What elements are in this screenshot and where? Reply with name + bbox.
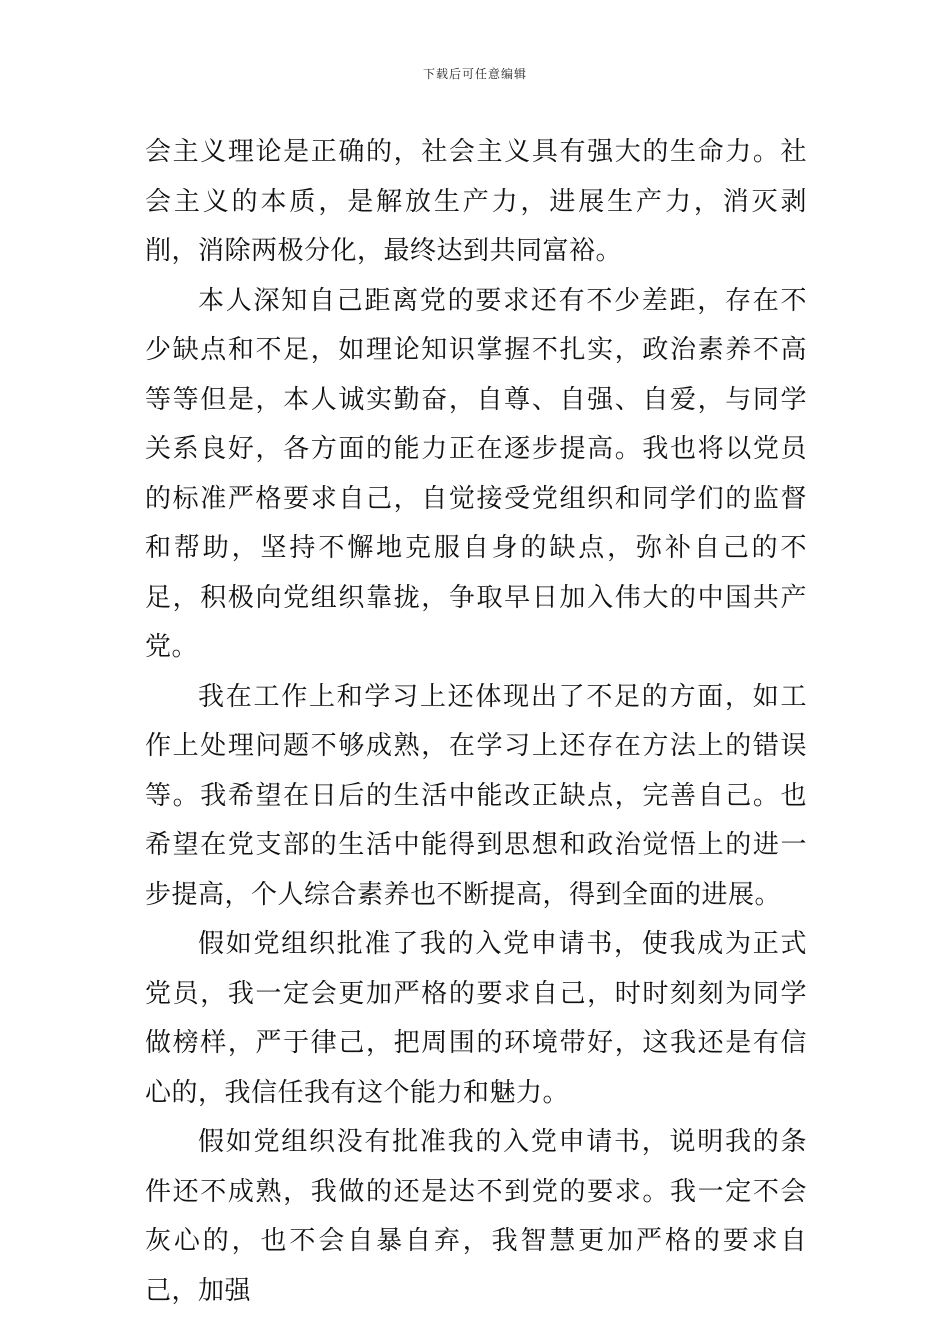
paragraph: 假如党组织批准了我的入党申请书，使我成为正式党员，我一定会更加严格的要求自己，时时刻刻为同学做榜样，严于律己，把周围的环境带好，这我还是有信心的，我信任我有这个能力和魅力。 [145, 929, 807, 1108]
document-body [145, 128, 807, 1316]
paragraph: 我在工作上和学习上还体现出了不足的方面，如工作上处理问题不够成熟，在学习上还存在方法上的错误等。我希望在日后的生活中能改正缺点，完善自己。也希望在党支部的生活中能得到思想和政治觉悟上的进一步提高，个人综合素养也不断提高，得到全面的进展。 [145, 681, 807, 910]
header-note: 下载后可任意编辑 [422, 67, 527, 81]
paragraph: 假如党组织没有批准我的入党申请书，说明我的条件还不成熟，我做的还是达不到党的要求。我一定不会灰心的，也不会自暴自弃，我智慧更加严格的要求自己，加强 [145, 1127, 807, 1306]
paragraph: 本人深知自己距离党的要求还有不少差距，存在不少缺点和不足，如理论知识掌握不扎实，政治素养不高等等但是，本人诚实勤奋，自尊、自强、自爱，与同学关系良好，各方面的能力正在逐步提高。我也将以党员的标准严格要求自己，自觉接受党组织和同学们的监督和帮助，坚持不懈地克服自身的缺点，弥补自己的不足，积极向党组织靠拢，争取早日加入伟大的中国共产党。 [145, 285, 807, 662]
paragraph: 会主义理论是正确的，社会主义具有强大的生命力。社会主义的本质，是解放生产力，进展生产力，消灭剥削，消除两极分化，最终达到共同富裕。 [145, 137, 807, 266]
